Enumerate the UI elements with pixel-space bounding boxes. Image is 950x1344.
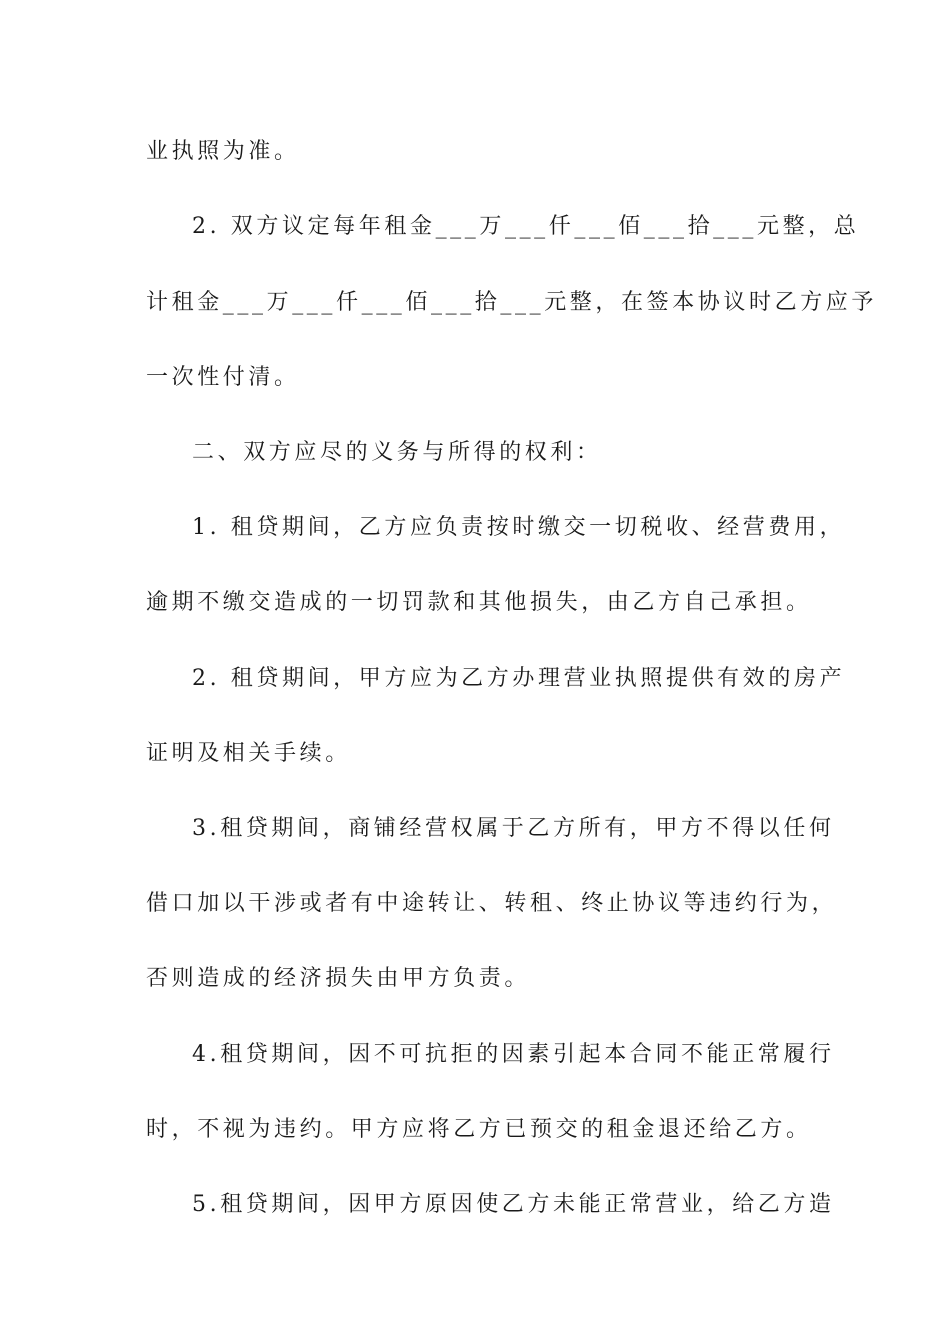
- text-line: 证明及相关手续。: [146, 741, 351, 766]
- paragraph-line: 2. 双方议定每年租金___万___仟___佰___拾___元整，总: [192, 214, 860, 239]
- paragraph-line: 2. 租贷期间，甲方应为乙方办理营业执照提供有效的房产: [192, 666, 846, 691]
- text-line: 计租金___万___仟___佰___拾___元整，在签本协议时乙方应予: [146, 290, 878, 315]
- paragraph-line: 1. 租贷期间，乙方应负责按时缴交一切税收、经营费用，: [192, 515, 846, 540]
- text-line: 逾期不缴交造成的一切罚款和其他损失，由乙方自己承担。: [146, 590, 812, 615]
- text-line: 一次性付清。: [146, 365, 300, 390]
- text-line: 否则造成的经济损失由甲方负责。: [146, 966, 531, 991]
- paragraph-line: 3.租贷期间，商铺经营权属于乙方所有，甲方不得以任何: [192, 816, 835, 841]
- text-line: 借口加以干涉或者有中途转让、转租、终止协议等违约行为，: [146, 891, 838, 916]
- text-line: 时，不视为违约。甲方应将乙方已预交的租金退还给乙方。: [146, 1117, 812, 1142]
- paragraph-line: 5.租贷期间，因甲方原因使乙方未能正常营业，给乙方造: [192, 1192, 835, 1217]
- paragraph-line: 4.租贷期间，因不可抗拒的因素引起本合同不能正常履行: [192, 1042, 835, 1067]
- section-heading: 二、双方应尽的义务与所得的权利：: [192, 440, 602, 465]
- text-line: 业执照为准。: [146, 139, 300, 164]
